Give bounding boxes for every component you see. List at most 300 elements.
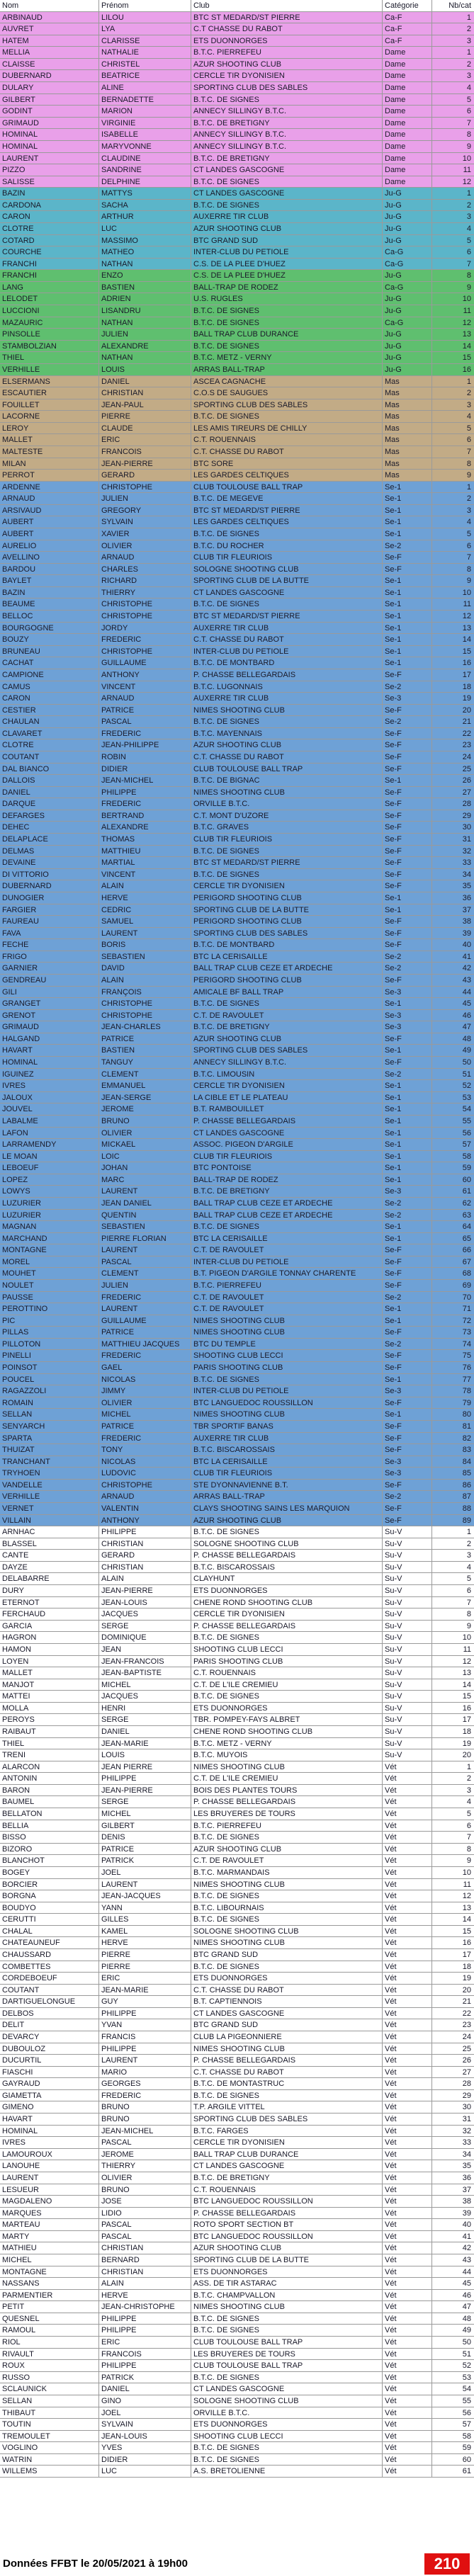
cell-prenom: OLIVIER: [99, 540, 191, 552]
cell-nb: 2: [466, 494, 471, 504]
cell-nb: 60: [462, 1175, 471, 1184]
table-row: [0, 1515, 474, 1527]
cell-categorie: Vét: [383, 2301, 432, 2313]
cell-nom: ROUX: [0, 2360, 99, 2371]
table-row: [0, 1151, 474, 1163]
cell-prenom: CHRISTOPHE: [99, 646, 191, 657]
table-row: [0, 2031, 474, 2043]
cell-club: BALL TRAP CLUB CEZE ET ARDECHE: [191, 1210, 383, 1221]
cell-nb: 16: [462, 659, 471, 668]
cell-club: B.T.C. DE SIGNES: [191, 2090, 383, 2101]
cell-prenom: THOMAS: [99, 834, 191, 845]
cell-nb: 3: [466, 506, 471, 515]
cell-prenom: GUILLAUME: [99, 657, 191, 669]
cell-prenom: PATRICE: [99, 1844, 191, 1855]
table-row: [0, 1808, 474, 1820]
cell-club: BALL TRAP CLUB CEZE ET ARDECHE: [191, 1198, 383, 1209]
cell-nom: THUIZAT: [0, 1444, 99, 1456]
cell-prenom: ALEXANDRE: [99, 341, 191, 352]
cell-nb: 28: [462, 2079, 471, 2089]
cell-prenom: PHILIPPE: [99, 787, 191, 798]
cell-prenom: JEAN: [99, 1644, 191, 1655]
cell-categorie: Vét: [383, 1773, 432, 1784]
cell-nb: 47: [462, 1023, 471, 1032]
cell-nb: 15: [462, 1927, 471, 1936]
table-row: [0, 857, 474, 869]
cell-categorie: Vét: [383, 2254, 432, 2266]
cell-nb: 36: [462, 893, 471, 902]
cell-categorie: Se-3: [383, 1468, 432, 1479]
cell-nom: GILI: [0, 987, 99, 998]
cell-prenom: JEAN-FRANCOIS: [99, 1656, 191, 1667]
cell-prenom: JEROME: [99, 1103, 191, 1115]
cell-prenom: SAMUEL: [99, 916, 191, 927]
cell-nb: 17: [462, 1715, 471, 1725]
cell-nom: TOUTIN: [0, 2419, 99, 2430]
cell-prenom: JEAN-PAUL: [99, 399, 191, 411]
cell-nb: 68: [462, 1269, 471, 1278]
table-row: [0, 1961, 474, 1973]
cell-club: B.T. PIGEON D'ARGILE TONNAY CHARENTE: [191, 1268, 383, 1279]
cell-categorie: Se-F: [383, 1503, 432, 1514]
table-row: [0, 1644, 474, 1656]
cell-club: B.T.C. FARGES: [191, 2126, 383, 2137]
cell-nom: FRIGO: [0, 951, 99, 963]
cell-nb: 1: [466, 377, 471, 386]
cell-categorie: Vét: [383, 2055, 432, 2066]
cell-nom: VOGLINO: [0, 2442, 99, 2453]
cell-club: BOIS DES PLANTES TOURS: [191, 1785, 383, 1796]
cell-nb: 41: [462, 952, 471, 961]
cell-club: CLUB TOULOUSE BALL TRAP: [191, 2337, 383, 2348]
cell-club: B.T.C. GRAVES: [191, 822, 383, 833]
cell-prenom: VIRGINIE: [99, 118, 191, 129]
cell-nom: AUVRET: [0, 23, 99, 35]
cell-club: PARIS SHOOTING CLUB: [191, 1362, 383, 1373]
cell-categorie: Se-1: [383, 1174, 432, 1186]
cell-club: B.T.C. DE SIGNES: [191, 846, 383, 857]
table-row: [0, 739, 474, 751]
table-row: [0, 411, 474, 423]
cell-prenom: CHRISTOPHE: [99, 611, 191, 622]
cell-nom: LANOUHE: [0, 2160, 99, 2172]
cell-nom: RUSSO: [0, 2372, 99, 2383]
table-body: [0, 12, 474, 2478]
cell-categorie: Vét: [383, 2126, 432, 2137]
cell-categorie: Su-V: [383, 1656, 432, 1667]
cell-club: B.T.C. LIBOURNAIS: [191, 1902, 383, 1914]
cell-club: B.T.C. DE BRETIGNY: [191, 153, 383, 164]
cell-prenom: NATHAN: [99, 352, 191, 363]
table-row: [0, 1010, 474, 1022]
table-row: [0, 2383, 474, 2395]
cell-nom: ROMAIN: [0, 1397, 99, 1409]
cell-club: BTC ST MEDARD/ST PIERRE: [191, 611, 383, 622]
cell-nb: 76: [462, 1363, 471, 1373]
cell-categorie: Se-1: [383, 646, 432, 657]
cell-nom: HAMON: [0, 1644, 99, 1655]
table-row: [0, 1292, 474, 1304]
table-row: [0, 211, 474, 223]
cell-nom: PILLAS: [0, 1327, 99, 1338]
cell-nom: DUCURTIL: [0, 2055, 99, 2066]
cell-club: B.T.C. PIERREFEU: [191, 47, 383, 58]
cell-nom: BAZIN: [0, 587, 99, 598]
cell-nb: 1: [466, 1528, 471, 1537]
cell-nom: BELLIA: [0, 1820, 99, 1832]
cell-club: NIMES SHOOTING CLUB: [191, 1409, 383, 1420]
cell-prenom: GAEL: [99, 1362, 191, 1373]
cell-categorie: Vét: [383, 2290, 432, 2301]
table-row: [0, 399, 474, 412]
cell-prenom: JEAN-MICHEL: [99, 2126, 191, 2137]
cell-club: ETS DUONNORGES: [191, 35, 383, 47]
cell-nb: 65: [462, 1234, 471, 1243]
cell-nb: 35: [462, 2162, 471, 2171]
table-row: [0, 1268, 474, 1280]
table-row: [0, 246, 474, 259]
cell-prenom: ALAIN: [99, 1573, 191, 1584]
cell-club: B.T.C. DE BRETIGNY: [191, 118, 383, 129]
cell-club: P. CHASSE BELLEGARDAIS: [191, 1550, 383, 1561]
cell-nb: 2: [466, 389, 471, 398]
cell-nb: 40: [462, 941, 471, 950]
cell-club: CLUB TIR FLEURIOIS: [191, 1468, 383, 1479]
cell-prenom: CHRISTOPHE: [99, 1010, 191, 1021]
cell-nb: 16: [462, 1939, 471, 1948]
cell-categorie: Mas: [383, 434, 432, 446]
cell-prenom: FRANCOIS: [99, 2349, 191, 2360]
cell-prenom: CHRISTOPHE: [99, 998, 191, 1009]
cell-nb: 11: [463, 1645, 471, 1654]
cell-nom: LUZURIER: [0, 1210, 99, 1221]
cell-nb: 34: [462, 870, 471, 879]
cell-nom: COUTANT: [0, 751, 99, 763]
cell-club: SPORTING CLUB DE LA BUTTE: [191, 2254, 383, 2266]
cell-nom: PEROYS: [0, 1714, 99, 1725]
table-row: [0, 1761, 474, 1774]
cell-categorie: Se-2: [383, 1339, 432, 1350]
cell-nb: 73: [462, 1328, 471, 1337]
cell-prenom: SEBASTIEN: [99, 951, 191, 963]
cell-nom: DANIEL: [0, 787, 99, 798]
cell-nom: BORGNA: [0, 1890, 99, 1902]
cell-nom: DEVARCY: [0, 2031, 99, 2043]
cell-club: LES BRUYERES DE TOURS: [191, 1808, 383, 1820]
table-row: [0, 376, 474, 388]
cell-club: BTC LANGUEDOC ROUSSILLON: [191, 2231, 383, 2242]
cell-prenom: FRANÇOIS: [99, 987, 191, 998]
cell-club: AZUR SHOOTING CLUB: [191, 739, 383, 751]
cell-nb: 37: [462, 2185, 471, 2194]
cell-prenom: BRUNO: [99, 2184, 191, 2196]
cell-prenom: THIERRY: [99, 587, 191, 598]
cell-prenom: XAVIER: [99, 528, 191, 540]
cell-nb: 25: [462, 764, 471, 773]
cell-nom: HAVART: [0, 1045, 99, 1056]
table-row: [0, 1116, 474, 1128]
cell-nb: 22: [462, 2009, 471, 2018]
table-row: [0, 1139, 474, 1151]
cell-prenom: CLEMENT: [99, 1069, 191, 1080]
cell-nom: DALLOIS: [0, 775, 99, 786]
cell-nb: 83: [462, 1446, 471, 1455]
cell-nom: LE MOAN: [0, 1151, 99, 1162]
cell-nom: BOGEY: [0, 1867, 99, 1878]
cell-categorie: Vét: [383, 2442, 432, 2453]
cell-club: SPORTING CLUB DES SABLES: [191, 928, 383, 939]
cell-prenom: NATHALIE: [99, 47, 191, 58]
table-row: [0, 1409, 474, 1421]
table-row: [0, 646, 474, 658]
cell-nb: 5: [466, 236, 471, 245]
cell-club: PERIGORD SHOOTING CLUB: [191, 975, 383, 986]
table-row: [0, 2254, 474, 2266]
table-row: [0, 587, 474, 599]
cell-nom: BAYLET: [0, 575, 99, 586]
cell-categorie: Dame: [383, 106, 432, 117]
table-row: [0, 164, 474, 176]
cell-nom: ANTONIN: [0, 1773, 99, 1784]
cell-categorie: Vét: [383, 2360, 432, 2371]
table-row: [0, 1210, 474, 1222]
cell-nom: LAFON: [0, 1128, 99, 1139]
cell-nb: 29: [462, 811, 471, 820]
cell-nb: 44: [462, 987, 471, 997]
cell-nom: GIMENO: [0, 2101, 99, 2113]
table-row: [0, 1738, 474, 1750]
cell-nb: 82: [462, 1434, 471, 1443]
cell-categorie: Ju-G: [383, 235, 432, 246]
cell-nom: DELIT: [0, 2019, 99, 2031]
cell-prenom: ADRIEN: [99, 293, 191, 305]
cell-nb: 63: [462, 1210, 471, 1220]
cell-categorie: Vét: [383, 2008, 432, 2019]
cell-prenom: BORIS: [99, 939, 191, 951]
cell-nb: 19: [462, 694, 471, 703]
cell-nom: GARNIER: [0, 963, 99, 974]
table-row: [0, 2466, 474, 2478]
cell-club: BTC SORE: [191, 458, 383, 470]
cell-prenom: JORDY: [99, 623, 191, 634]
cell-nom: PETIT: [0, 2301, 99, 2313]
cell-prenom: HERVE: [99, 1937, 191, 1948]
table-row: [0, 1503, 474, 1515]
cell-nb: 10: [462, 1633, 471, 1642]
cell-nom: NASSANS: [0, 2278, 99, 2289]
table-row: [0, 82, 474, 94]
cell-categorie: Se-2: [383, 1292, 432, 1303]
cell-club: BTC LA CERISAILLE: [191, 1456, 383, 1468]
cell-club: B.T.C. DE SIGNES: [191, 716, 383, 727]
cell-categorie: Vét: [383, 2278, 432, 2289]
cell-club: SPORTING CLUB DES SABLES: [191, 2113, 383, 2125]
cell-nb: 17: [462, 670, 471, 679]
table-row: [0, 259, 474, 271]
cell-nom: FECHE: [0, 939, 99, 951]
cell-nb: 27: [462, 788, 471, 797]
cell-nb: 50: [462, 1058, 471, 1067]
cell-prenom: YVES: [99, 2442, 191, 2453]
cell-club: C.T. ROUENNAIS: [191, 1667, 383, 1679]
cell-categorie: Vét: [383, 2196, 432, 2207]
cell-nom: MAGNAN: [0, 1221, 99, 1232]
table-row: [0, 1526, 474, 1538]
cell-nom: LABALME: [0, 1116, 99, 1127]
cell-nb: 8: [466, 564, 471, 574]
table-row: [0, 1562, 474, 1574]
cell-nb: 14: [462, 341, 471, 351]
cell-categorie: Se-F: [383, 1362, 432, 1373]
cell-club: B.T.C. PIERREFEU: [191, 1820, 383, 1832]
cell-categorie: Vét: [383, 2067, 432, 2078]
table-row: [0, 1996, 474, 2008]
cell-club: CERCLE TIR DYONISIEN: [191, 1608, 383, 1620]
cell-categorie: Vét: [383, 2466, 432, 2477]
table-row: [0, 552, 474, 564]
cell-club: B.T.C. DE SIGNES: [191, 1890, 383, 1902]
cell-club: B.T.C. LUGONNAIS: [191, 681, 383, 693]
cell-nb: 19: [462, 1739, 471, 1748]
cell-nom: LUZURIER: [0, 1198, 99, 1209]
table-row: [0, 928, 474, 940]
table-row: [0, 846, 474, 858]
cell-categorie: Vét: [383, 2090, 432, 2101]
cell-nom: BARON: [0, 1785, 99, 1796]
table-row: [0, 1174, 474, 1186]
cell-nb: 12: [462, 1657, 471, 1666]
table-row: [0, 153, 474, 165]
cell-categorie: Se-1: [383, 1303, 432, 1315]
cell-club: ANNECY SILLINGY B.T.C.: [191, 141, 383, 152]
cell-nb: 11: [463, 1880, 471, 1889]
cell-club: LES AMIS TIREURS DE CHILLY: [191, 423, 383, 434]
cell-nb: 74: [462, 1339, 471, 1349]
cell-categorie: Se-1: [383, 904, 432, 916]
cell-prenom: BASTIEN: [99, 282, 191, 293]
cell-prenom: SERGE: [99, 1621, 191, 1632]
cell-nom: DARQUE: [0, 798, 99, 810]
table-row: [0, 1902, 474, 1914]
cell-nb: 84: [462, 1457, 471, 1466]
cell-club: AZUR SHOOTING CLUB: [191, 59, 383, 70]
cell-nom: ARBINAUD: [0, 12, 99, 23]
cell-categorie: Ju-G: [383, 364, 432, 375]
cell-prenom: JULIEN: [99, 1280, 191, 1291]
cell-categorie: Se-1: [383, 1409, 432, 1420]
cell-categorie: Vét: [383, 2219, 432, 2230]
cell-nb: 10: [462, 295, 471, 304]
cell-nom: LAURENT: [0, 2172, 99, 2184]
cell-nb: 22: [462, 729, 471, 738]
cell-nom: LOPEZ: [0, 1174, 99, 1186]
cell-nom: BOUZY: [0, 634, 99, 645]
cell-categorie: Se-1: [383, 1080, 432, 1091]
cell-club: SPORTING CLUB DES SABLES: [191, 1045, 383, 1056]
cell-prenom: LYA: [99, 23, 191, 35]
cell-nom: MILAN: [0, 458, 99, 470]
cell-nom: GRIMAUD: [0, 1021, 99, 1033]
cell-club: B.T.C. DE SIGNES: [191, 1961, 383, 1973]
cell-club: BALL-TRAP DE RODEZ: [191, 1174, 383, 1186]
cell-categorie: Vét: [383, 2242, 432, 2254]
cell-categorie: Vét: [383, 2208, 432, 2219]
cell-nom: TRENI: [0, 1749, 99, 1761]
cell-prenom: JEAN-MARIE: [99, 1985, 191, 1996]
cell-club: CLAYHUNT: [191, 1573, 383, 1584]
cell-prenom: JEAN-BAPTISTE: [99, 1667, 191, 1679]
cell-nb: 56: [462, 1128, 471, 1137]
cell-categorie: Dame: [383, 118, 432, 129]
cell-club: NIMES SHOOTING CLUB: [191, 2301, 383, 2313]
cell-categorie: Ca-G: [383, 317, 432, 329]
cell-nb: 21: [462, 717, 471, 727]
cell-club: CT LANDES GASCOGNE: [191, 2160, 383, 2172]
cell-categorie: Se-F: [383, 798, 432, 810]
cell-prenom: JACQUES: [99, 1608, 191, 1620]
cell-nb: 12: [462, 612, 471, 621]
cell-nom: MARQUES: [0, 2208, 99, 2219]
cell-prenom: MARION: [99, 106, 191, 117]
cell-categorie: Vét: [383, 1808, 432, 1820]
cell-prenom: GUILLAUME: [99, 1315, 191, 1327]
cell-prenom: DAVID: [99, 963, 191, 974]
cell-nom: CHALAL: [0, 1926, 99, 1937]
cell-nb: 16: [462, 365, 471, 374]
cell-nom: MOUHET: [0, 1268, 99, 1279]
cell-categorie: Ca-F: [383, 35, 432, 47]
table-row: [0, 528, 474, 540]
table-row: [0, 892, 474, 904]
cell-club: BTC PONTOISE: [191, 1162, 383, 1174]
cell-categorie: Se-F: [383, 739, 432, 751]
cell-nb: 46: [462, 2291, 471, 2300]
cell-club: CT LANDES GASCOGNE: [191, 1128, 383, 1139]
cell-categorie: Vét: [383, 2266, 432, 2278]
cell-prenom: CHRISTIAN: [99, 2242, 191, 2254]
cell-club: ARRAS BALL-TRAP: [191, 364, 383, 375]
cell-categorie: Se-3: [383, 1010, 432, 1021]
table-row: [0, 70, 474, 82]
table-row: [0, 1362, 474, 1374]
cell-nom: CANTE: [0, 1550, 99, 1561]
cell-club: C.T. DE RAVOULET: [191, 1303, 383, 1315]
cell-categorie: Dame: [383, 70, 432, 81]
cell-categorie: Se-3: [383, 1456, 432, 1468]
cell-nom: FIASCHI: [0, 2067, 99, 2078]
cell-nb: 4: [466, 1798, 471, 1807]
cell-nom: FRANCHI: [0, 270, 99, 281]
cell-club: SPORTING CLUB DE LA BUTTE: [191, 575, 383, 586]
cell-club: B.T.C. METZ - VERNY: [191, 1738, 383, 1749]
cell-club: B.T.C. DE SIGNES: [191, 1632, 383, 1643]
cell-nb: 77: [462, 1375, 471, 1384]
cell-nom: WILLEMS: [0, 2466, 99, 2477]
cell-nom: BAZIN: [0, 188, 99, 199]
cell-nb: 15: [462, 353, 471, 363]
cell-nb: 4: [466, 518, 471, 527]
cell-categorie: Mas: [383, 458, 432, 470]
cell-nom: MANJOT: [0, 1679, 99, 1691]
cell-categorie: Vét: [383, 2372, 432, 2383]
cell-nb: 15: [462, 1692, 471, 1701]
cell-categorie: Dame: [383, 94, 432, 106]
cell-categorie: Vét: [383, 2031, 432, 2043]
cell-nb: 6: [466, 436, 471, 445]
cell-nb: 31: [462, 835, 471, 844]
cell-club: ARRAS BALL-TRAP: [191, 1491, 383, 1502]
cell-categorie: Se-1: [383, 587, 432, 598]
